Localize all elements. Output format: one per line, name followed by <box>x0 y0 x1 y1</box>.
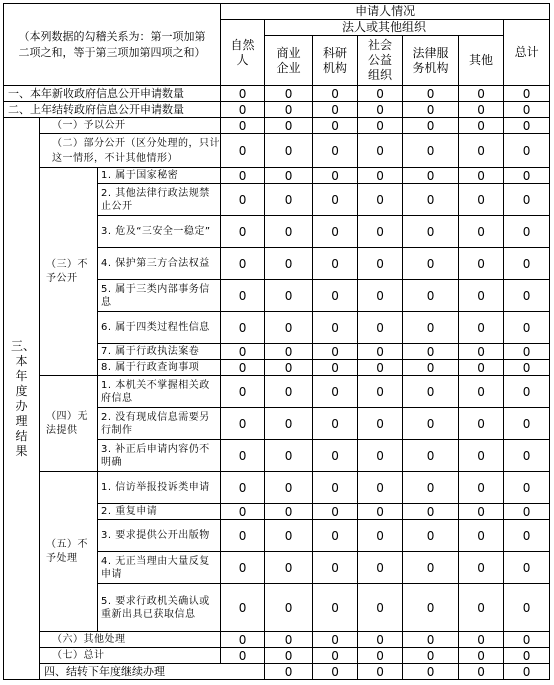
business-header: 商业企业 <box>265 36 313 86</box>
count-cell: 0 <box>358 312 403 344</box>
count-cell: 0 <box>265 376 313 408</box>
count-cell: 0 <box>459 584 504 632</box>
count-cell: 0 <box>459 648 504 664</box>
row-label: 二、上年结转政府信息公开申请数量 <box>4 102 221 118</box>
count-cell: 0 <box>459 118 504 134</box>
count-cell: 0 <box>504 280 550 312</box>
table-row <box>4 648 550 664</box>
count-cell: 0 <box>504 312 550 344</box>
count-cell: 0 <box>265 360 313 376</box>
table-row <box>4 632 550 648</box>
count-cell: 0 <box>221 584 265 632</box>
count-cell: 0 <box>504 118 550 134</box>
count-cell: 0 <box>403 440 459 472</box>
count-cell: 0 <box>403 472 459 504</box>
row-label: 2. 重复申请 <box>98 504 221 520</box>
count-cell: 0 <box>265 504 313 520</box>
count-cell: 0 <box>358 360 403 376</box>
table-row <box>4 118 550 134</box>
count-cell: 0 <box>313 118 358 134</box>
count-cell: 0 <box>403 408 459 440</box>
count-cell: 0 <box>221 344 265 360</box>
row-label: 2. 没有现成信息需要另行制作 <box>98 408 221 440</box>
count-cell: 0 <box>504 408 550 440</box>
row-label: 一、本年新收政府信息公开申请数量 <box>4 86 221 102</box>
count-cell: 0 <box>358 102 403 118</box>
count-cell: 0 <box>403 552 459 584</box>
count-cell: 0 <box>504 632 550 648</box>
count-cell: 0 <box>358 584 403 632</box>
count-cell: 0 <box>313 504 358 520</box>
count-cell: 0 <box>221 102 265 118</box>
count-cell: 0 <box>403 248 459 280</box>
count-cell: 0 <box>221 86 265 102</box>
count-cell: 0 <box>313 440 358 472</box>
count-cell: 0 <box>358 280 403 312</box>
count-cell: 0 <box>313 168 358 184</box>
count-cell: 0 <box>265 584 313 632</box>
count-cell: 0 <box>403 134 459 168</box>
count-cell: 0 <box>504 472 550 504</box>
count-cell: 0 <box>221 376 265 408</box>
count-cell: 0 <box>504 344 550 360</box>
count-cell: 0 <box>504 504 550 520</box>
count-cell: 0 <box>265 312 313 344</box>
count-cell: 0 <box>358 376 403 408</box>
count-cell: 0 <box>313 408 358 440</box>
count-cell: 0 <box>313 664 358 680</box>
count-cell: 0 <box>504 360 550 376</box>
count-cell: 0 <box>313 216 358 248</box>
count-cell: 0 <box>403 504 459 520</box>
applicant-header: 申请人情况 <box>221 4 550 20</box>
table-row <box>4 376 550 408</box>
row-label: 4. 无正当理由大量反复申请 <box>98 552 221 584</box>
count-cell: 0 <box>358 118 403 134</box>
count-cell: 0 <box>313 520 358 552</box>
count-cell: 0 <box>313 280 358 312</box>
row-label: 四、结转下年度继续办理 <box>40 664 265 680</box>
count-cell: 0 <box>313 86 358 102</box>
row-label: 6. 属于四类过程性信息 <box>98 312 221 344</box>
row-label: 1. 信访举报投诉类申请 <box>98 472 221 504</box>
count-cell: 0 <box>403 584 459 632</box>
row-label: 2. 其他法律行政法规禁止公开 <box>98 184 221 216</box>
count-cell: 0 <box>403 184 459 216</box>
count-cell: 0 <box>221 134 265 168</box>
count-cell: 0 <box>459 184 504 216</box>
count-cell: 0 <box>403 360 459 376</box>
count-cell: 0 <box>403 168 459 184</box>
count-cell: 0 <box>313 376 358 408</box>
count-cell: 0 <box>221 216 265 248</box>
count-cell: 0 <box>221 472 265 504</box>
count-cell: 0 <box>403 312 459 344</box>
row-label: 3. 要求提供公开出版物 <box>98 520 221 552</box>
table-row <box>4 664 550 680</box>
total-header: 总计 <box>504 20 550 86</box>
count-cell: 0 <box>403 664 459 680</box>
count-cell: 0 <box>358 184 403 216</box>
count-cell: 0 <box>221 248 265 280</box>
disclosure-statistics-table <box>3 3 550 680</box>
count-cell: 0 <box>459 312 504 344</box>
count-cell: 0 <box>459 360 504 376</box>
count-cell: 0 <box>403 102 459 118</box>
research-header: 科研机构 <box>313 36 358 86</box>
relation-note: （本列数据的勾稽关系为：第一项加第二项之和，等于第三项加第四项之和） <box>4 4 221 86</box>
count-cell: 0 <box>504 248 550 280</box>
count-cell: 0 <box>265 440 313 472</box>
count-cell: 0 <box>221 552 265 584</box>
count-cell: 0 <box>358 632 403 648</box>
count-cell: 0 <box>459 552 504 584</box>
count-cell: 0 <box>265 86 313 102</box>
count-cell: 0 <box>265 280 313 312</box>
count-cell: 0 <box>265 648 313 664</box>
count-cell: 0 <box>313 632 358 648</box>
count-cell: 0 <box>265 664 313 680</box>
row-label: 4. 保护第三方合法权益 <box>98 248 221 280</box>
count-cell: 0 <box>504 664 550 680</box>
count-cell: 0 <box>459 216 504 248</box>
count-cell: 0 <box>358 168 403 184</box>
table-row <box>4 102 550 118</box>
count-cell: 0 <box>403 632 459 648</box>
count-cell: 0 <box>358 520 403 552</box>
count-cell: 0 <box>358 248 403 280</box>
count-cell: 0 <box>459 632 504 648</box>
count-cell: 0 <box>265 472 313 504</box>
count-cell: 0 <box>358 86 403 102</box>
count-cell: 0 <box>504 648 550 664</box>
count-cell: 0 <box>459 376 504 408</box>
count-cell: 0 <box>358 664 403 680</box>
count-cell: 0 <box>313 360 358 376</box>
count-cell: 0 <box>221 360 265 376</box>
table-row <box>4 134 550 168</box>
count-cell: 0 <box>221 280 265 312</box>
row-label: 8. 属于行政查询事项 <box>98 360 221 376</box>
count-cell: 0 <box>403 344 459 360</box>
count-cell: 0 <box>221 312 265 344</box>
count-cell: 0 <box>313 472 358 504</box>
count-cell: 0 <box>504 102 550 118</box>
count-cell: 0 <box>504 552 550 584</box>
count-cell: 0 <box>403 118 459 134</box>
count-cell: 0 <box>221 168 265 184</box>
count-cell: 0 <box>459 86 504 102</box>
count-cell: 0 <box>265 552 313 584</box>
count-cell: 0 <box>313 552 358 584</box>
count-cell: 0 <box>221 408 265 440</box>
count-cell: 0 <box>403 520 459 552</box>
count-cell: 0 <box>358 216 403 248</box>
count-cell: 0 <box>221 118 265 134</box>
count-cell: 0 <box>504 584 550 632</box>
legal-service-header: 法律服务机构 <box>403 36 459 86</box>
row-label: 5. 属于三类内部事务信息 <box>98 280 221 312</box>
count-cell: 0 <box>403 86 459 102</box>
social-welfare-header: 社会公益组织 <box>358 36 403 86</box>
count-cell: 0 <box>313 344 358 360</box>
count-cell: 0 <box>221 440 265 472</box>
row-label: （一）予以公开 <box>40 118 221 134</box>
row-label: 7. 属于行政执法案卷 <box>98 344 221 360</box>
group-label-not-processed: （五）不予处理 <box>40 472 98 632</box>
row-label: 5. 要求行政机关确认或重新出具已获取信息 <box>98 584 221 632</box>
row-label: 3. 补正后申请内容仍不明确 <box>98 440 221 472</box>
count-cell: 0 <box>403 216 459 248</box>
count-cell: 0 <box>313 584 358 632</box>
count-cell: 0 <box>313 312 358 344</box>
row-label: 3. 危及“三安全一稳定” <box>98 216 221 248</box>
count-cell: 0 <box>504 168 550 184</box>
count-cell: 0 <box>358 504 403 520</box>
count-cell: 0 <box>403 280 459 312</box>
table-row <box>4 86 550 102</box>
row-label: 1. 属于国家秘密 <box>98 168 221 184</box>
group-label-cannot-provide: （四）无法提供 <box>40 376 98 472</box>
count-cell: 0 <box>265 344 313 360</box>
count-cell: 0 <box>459 664 504 680</box>
row-label: 1. 本机关不掌握相关政府信息 <box>98 376 221 408</box>
count-cell: 0 <box>403 376 459 408</box>
count-cell: 0 <box>313 184 358 216</box>
count-cell: 0 <box>265 248 313 280</box>
count-cell: 0 <box>504 86 550 102</box>
count-cell: 0 <box>265 408 313 440</box>
count-cell: 0 <box>221 648 265 664</box>
count-cell: 0 <box>313 248 358 280</box>
count-cell: 0 <box>459 504 504 520</box>
count-cell: 0 <box>221 184 265 216</box>
count-cell: 0 <box>358 552 403 584</box>
count-cell: 0 <box>504 184 550 216</box>
count-cell: 0 <box>403 648 459 664</box>
table-row <box>4 472 550 504</box>
count-cell: 0 <box>459 472 504 504</box>
legal-orgs-header: 法人或其他组织 <box>265 20 504 36</box>
other-header: 其他 <box>459 36 504 86</box>
count-cell: 0 <box>459 134 504 168</box>
count-cell: 0 <box>358 648 403 664</box>
table-row <box>4 168 550 184</box>
count-cell: 0 <box>358 134 403 168</box>
count-cell: 0 <box>221 632 265 648</box>
count-cell: 0 <box>459 248 504 280</box>
count-cell: 0 <box>504 520 550 552</box>
count-cell: 0 <box>265 168 313 184</box>
count-cell: 0 <box>459 168 504 184</box>
count-cell: 0 <box>265 118 313 134</box>
count-cell: 0 <box>504 134 550 168</box>
count-cell: 0 <box>358 344 403 360</box>
count-cell: 0 <box>459 280 504 312</box>
count-cell: 0 <box>265 134 313 168</box>
count-cell: 0 <box>265 216 313 248</box>
natural-person-header: 自然人 <box>221 20 265 86</box>
group-label-not-disclosed: （三）不予公开 <box>40 168 98 376</box>
row-label: （六）其他处理 <box>40 632 221 648</box>
row-label: （二）部分公开（区分处理的，只计这一情形，不计其他情形） <box>40 134 221 168</box>
count-cell: 0 <box>459 408 504 440</box>
count-cell: 0 <box>459 520 504 552</box>
count-cell: 0 <box>265 184 313 216</box>
count-cell: 0 <box>265 520 313 552</box>
count-cell: 0 <box>459 344 504 360</box>
count-cell: 0 <box>358 440 403 472</box>
count-cell: 0 <box>265 632 313 648</box>
count-cell: 0 <box>313 648 358 664</box>
count-cell: 0 <box>504 376 550 408</box>
count-cell: 0 <box>221 504 265 520</box>
count-cell: 0 <box>221 520 265 552</box>
count-cell: 0 <box>313 102 358 118</box>
count-cell: 0 <box>459 440 504 472</box>
count-cell: 0 <box>459 102 504 118</box>
count-cell: 0 <box>504 216 550 248</box>
count-cell: 0 <box>504 440 550 472</box>
count-cell: 0 <box>265 102 313 118</box>
row-label: （七）总计 <box>40 648 221 664</box>
count-cell: 0 <box>358 472 403 504</box>
section-three-label: 三、本年度办理结果 <box>4 118 40 680</box>
count-cell: 0 <box>358 408 403 440</box>
count-cell: 0 <box>313 134 358 168</box>
